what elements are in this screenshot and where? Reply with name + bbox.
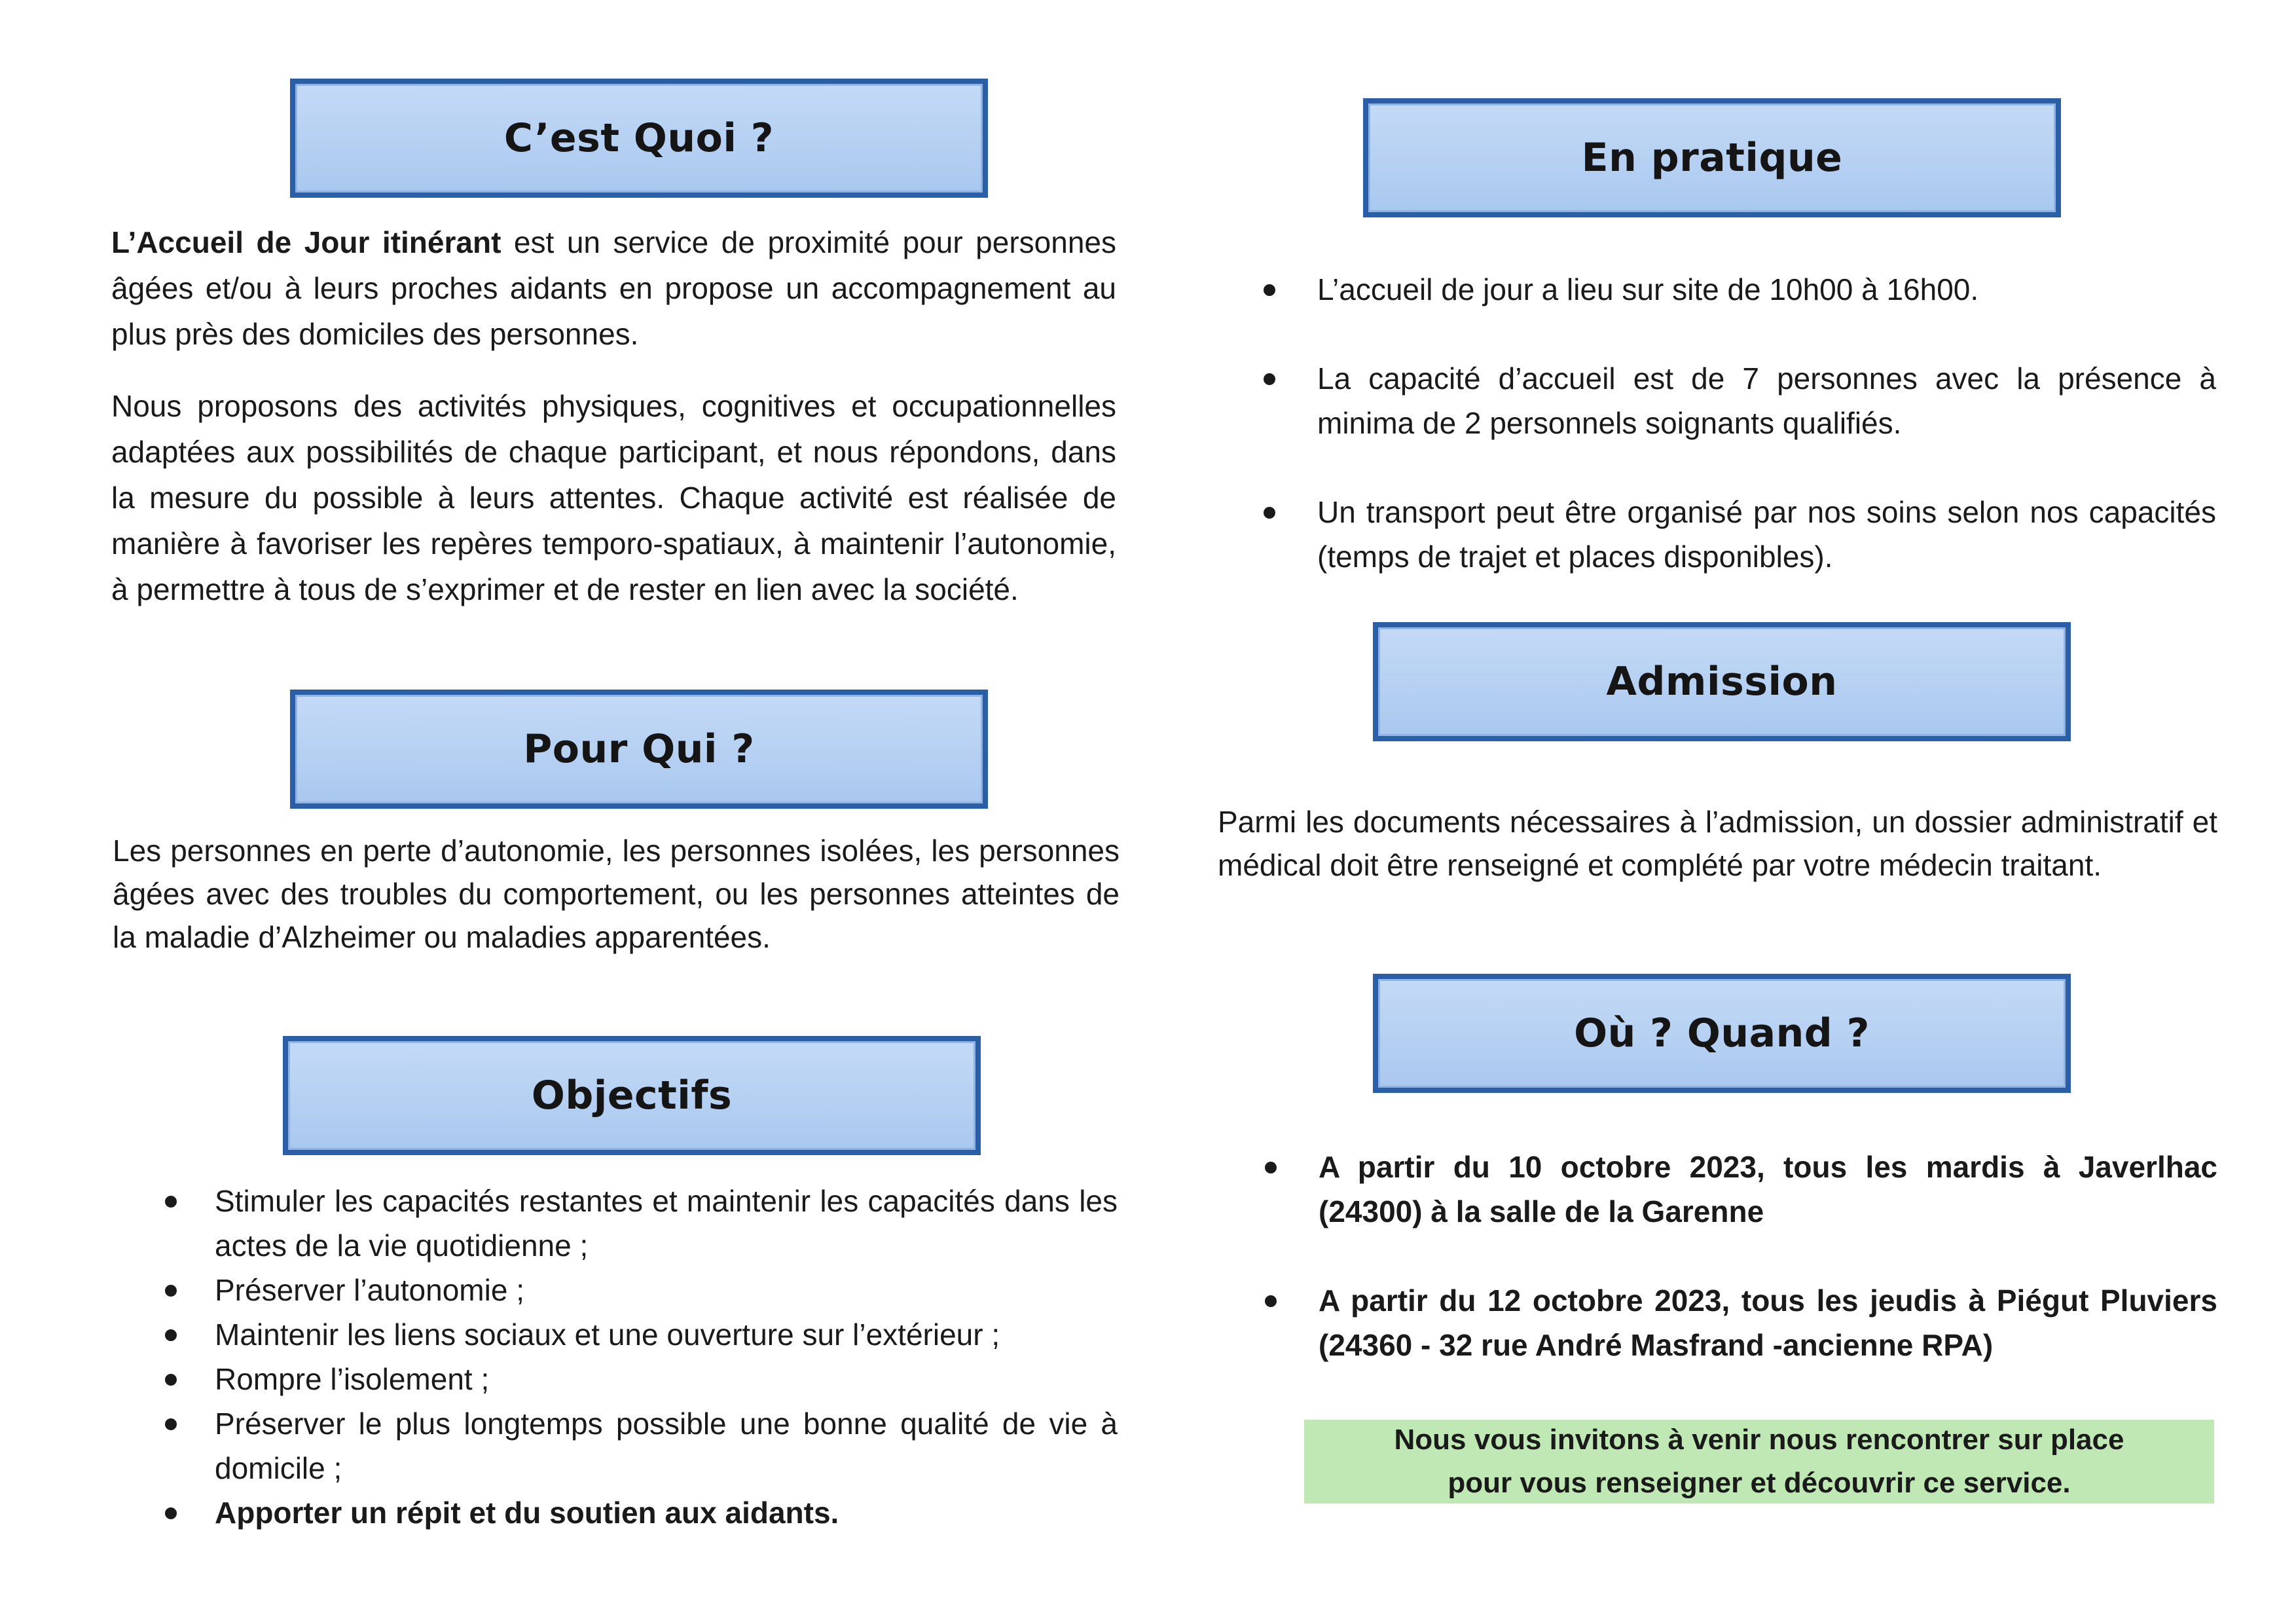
bullet-icon: [165, 1196, 177, 1208]
cest-quoi-paragraph-1: [111, 219, 1116, 357]
list-item: Rompre l’isolement ;: [165, 1357, 1118, 1401]
invitation-note: [1304, 1420, 2214, 1504]
heading-cest-quoi: [290, 79, 988, 198]
pour-qui-paragraph: Les personnes en perte d’autonomie, les personnes isolées, les personnes âgées avec des troubles du comportement, ou les personnes atteintes de la maladie d’Alzheimer ou maladies apparentées.: [113, 834, 1120, 954]
list-item: Apporter un répit et du soutien aux aidants.: [165, 1490, 1118, 1535]
heading-pour-qui: [290, 690, 988, 809]
heading-ou-quand: [1373, 974, 2071, 1093]
list-item: Préserver le plus longtemps possible une bonne qualité de vie à domicile ;: [165, 1401, 1118, 1490]
heading-ou-quand-label: Où ? Quand ?: [1574, 1010, 1870, 1056]
heading-cest-quoi-label: C’est Quoi ?: [503, 115, 774, 161]
heading-admission: [1373, 622, 2071, 741]
cest-quoi-paragraph-2: Nous proposons des activités physiques, cognitives et occupationnelles adaptées aux possibilités de chaque participant, et nous répondons, dans la mesure du possible à leurs attentes. Chaque activité est réalisée de manière à favoriser les repères temporo-spatiaux, à maintenir l’autonomie, à permettre à tous de s’exprimer et de rester en lien avec la société.: [111, 389, 1116, 606]
bullet-icon: [165, 1285, 177, 1297]
bullet-icon: [165, 1418, 177, 1430]
heading-pour-qui-label: Pour Qui ?: [523, 726, 755, 772]
cest-quoi-bold-term: L’Accueil de Jour itinérant: [111, 225, 501, 259]
bullet-icon: [165, 1507, 177, 1519]
objectifs-list: [165, 1179, 1118, 1535]
bullet-icon: [165, 1374, 177, 1386]
list-item: Préserver l’autonomie ;: [165, 1268, 1118, 1312]
heading-en-pratique-label: En pratique: [1581, 135, 1843, 181]
heading-objectifs-label: Objectifs: [531, 1073, 733, 1118]
list-item: A partir du 10 octobre 2023, tous les mardis à Javerlhac (24300) à la salle de la Garenne: [1265, 1145, 2217, 1234]
cest-quoi-text: est un service de proximité pour personnes âgées et/ou à leurs proches aidants en propose un accompagnement au plus près des domiciles des personnes.: [111, 225, 1116, 351]
en-pratique-list: [1264, 267, 2216, 579]
bullet-icon: [1265, 1295, 1277, 1307]
heading-objectifs: [283, 1036, 981, 1155]
list-item: A partir du 12 octobre 2023, tous les jeudis à Piégut Pluviers (24360 - 32 rue André Masfrand -ancienne RPA): [1265, 1278, 2217, 1367]
invitation-note-line-1: Nous vous invitons à venir nous rencontrer sur place: [1394, 1424, 2124, 1456]
bullet-icon: [1265, 1162, 1277, 1173]
bullet-icon: [1264, 373, 1275, 385]
ou-quand-list: [1265, 1145, 2217, 1367]
bullet-icon: [165, 1329, 177, 1341]
list-item: La capacité d’accueil est de 7 personnes avec la présence à minima de 2 personnels soignants qualifiés.: [1264, 356, 2216, 445]
heading-admission-label: Admission: [1606, 659, 1838, 705]
bullet-icon: [1264, 284, 1275, 296]
list-item: Maintenir les liens sociaux et une ouverture sur l’extérieur ;: [165, 1312, 1118, 1357]
invitation-note-line-2: pour vous renseigner et découvrir ce service.: [1448, 1467, 2071, 1499]
admission-paragraph: Parmi les documents nécessaires à l’admission, un dossier administratif et médical doit être renseigné et complété par votre médecin traitant.: [1218, 805, 2217, 882]
list-item: L’accueil de jour a lieu sur site de 10h00 à 16h00.: [1264, 267, 2216, 312]
bullet-icon: [1264, 507, 1275, 519]
list-item: Un transport peut être organisé par nos soins selon nos capacités (temps de trajet et places disponibles).: [1264, 490, 2216, 579]
heading-en-pratique: [1363, 98, 2061, 217]
list-item: Stimuler les capacités restantes et maintenir les capacités dans les actes de la vie quotidienne ;: [165, 1179, 1118, 1268]
